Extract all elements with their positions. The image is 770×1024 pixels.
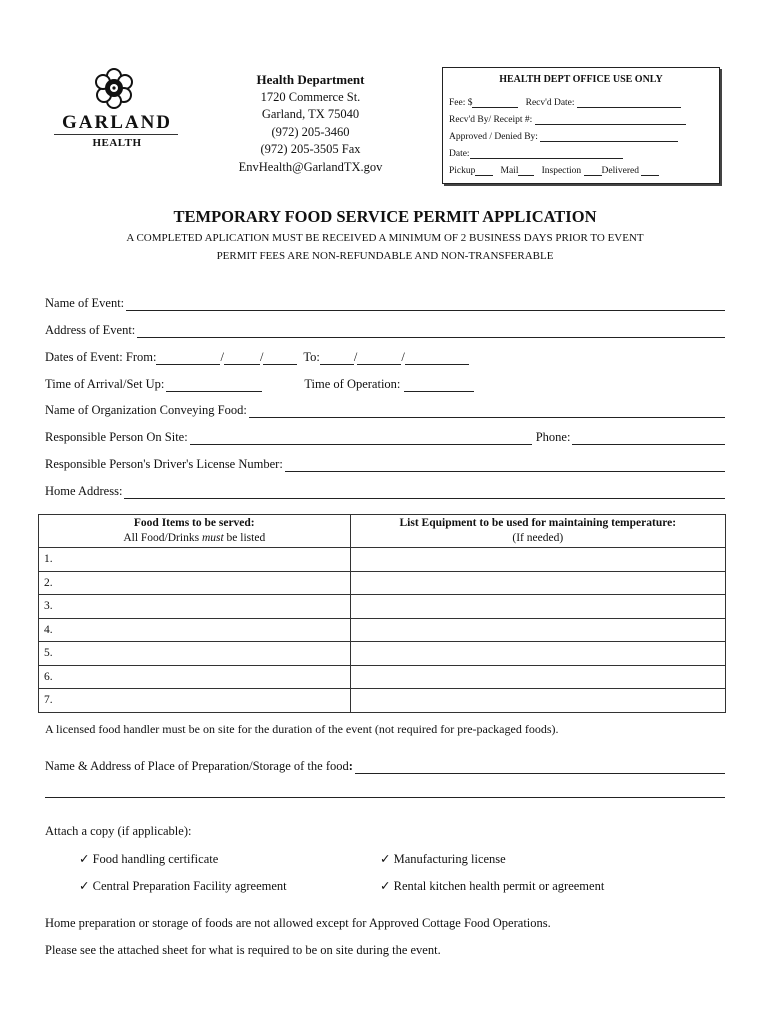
department-email: EnvHealth@GarlandTX.gov [238,159,383,174]
office-fee-label: Fee: $ [449,98,473,108]
table-row [39,689,726,713]
office-delivery-row [449,165,659,176]
dates-from-label: Dates of Event: From: [45,350,157,364]
must-emphasis: must [201,532,224,544]
office-approved-field[interactable] [540,131,678,142]
office-approved-label: Approved / Denied By: [449,132,538,142]
department-city: Garland, TX 75040 [261,107,360,121]
office-use-header: HEALTH DEPT OFFICE USE ONLY [499,74,663,85]
office-mail-label: Mail [500,166,519,176]
date-separator: / [259,350,264,364]
office-approved-row [449,131,678,142]
logo-wordmark: GARLAND [61,112,173,133]
table-row [39,665,726,689]
operation-label: Time of Operation: [304,377,401,391]
food-items-instruction-b: be listed [223,532,266,544]
office-use-box [442,67,720,184]
event-name-label: Name of Event: [45,296,125,310]
home-address-row [45,484,725,499]
operation-time-field[interactable] [404,379,474,392]
attachment-item [380,851,506,867]
equipment-instruction: (If needed) [512,532,564,544]
department-street: 1720 Commerce St. [260,89,361,104]
table-row [39,618,726,642]
office-date-label: Date: [449,149,470,159]
time-row [45,377,725,392]
logo-divider [54,134,178,135]
food-item-cell[interactable]: 5. [39,642,351,666]
office-recvd-date-label: Recv'd Date: [525,98,575,108]
arrival-label: Time of Arrival/Set Up: [45,377,165,391]
equipment-title: List Equipment to be used for maintaining temperature: [399,517,677,529]
food-items-title: Food Items to be served: [133,517,255,529]
office-date-row [449,148,623,159]
office-pickup-field[interactable] [475,165,493,176]
attachment-label: Central Preparation Facility agreement [92,879,287,893]
from-month-field[interactable] [156,352,220,365]
attachment-item [380,878,604,894]
department-title: Health Department [256,72,365,87]
from-year-field[interactable] [263,352,297,365]
checkmark-icon: ✓ [380,852,391,866]
checkmark-icon: ✓ [380,879,391,893]
organization-label: Name of Organization Conveying Food: [45,403,247,417]
department-fax: (972) 205-3505 Fax [260,142,361,156]
office-fee-row [449,97,681,108]
office-inspection-field[interactable] [584,165,602,176]
from-day-field[interactable] [224,352,260,365]
prep-label: Name & Address of Place of Preparation/Storage of the food [45,759,349,773]
attachment-item [79,878,287,894]
department-phone: (972) 205-3460 [271,124,350,139]
garland-logo-icon [93,67,135,109]
office-recvd-by-row [449,114,686,125]
event-dates-row [45,350,725,365]
home-address-label: Home Address: [45,484,123,498]
food-items-instruction-a: All Food/Drinks [123,532,202,544]
food-item-cell[interactable]: 3. [39,595,351,619]
office-date-field[interactable] [470,148,623,159]
to-day-field[interactable] [357,352,401,365]
prep-field-line-2[interactable] [45,797,725,798]
equipment-cell[interactable] [350,548,725,572]
phone-label: Phone: [535,430,571,444]
organization-field[interactable] [249,405,725,418]
event-name-field[interactable] [126,298,725,311]
responsible-field[interactable] [190,432,532,445]
office-mail-field[interactable] [518,165,534,176]
event-address-row [45,323,725,338]
office-inspection-label: Inspection [541,166,582,176]
to-year-field[interactable] [405,352,469,365]
food-item-cell[interactable]: 2. [39,571,351,595]
office-delivered-field[interactable] [641,165,659,176]
responsible-row [45,430,725,445]
checkmark-icon: ✓ [79,879,90,893]
department-contact [228,71,393,176]
equipment-header [350,515,725,548]
logo-subtitle: HEALTH [92,137,142,149]
office-fee-field[interactable] [472,97,518,108]
prep-colon: : [348,759,353,773]
food-item-cell[interactable]: 7. [39,689,351,713]
organization-row [45,403,725,418]
prep-field[interactable] [355,761,725,774]
event-name-row [45,296,725,311]
office-recvd-date-field[interactable] [577,97,681,108]
food-items-table [38,514,726,713]
attach-label: Attach a copy (if applicable): [45,824,192,838]
equipment-cell[interactable] [350,642,725,666]
date-separator: / [401,350,405,364]
office-pickup-label: Pickup [449,166,476,176]
equipment-cell[interactable] [350,665,725,689]
table-row [39,548,726,572]
event-address-field[interactable] [137,325,725,338]
food-items-instruction [39,531,350,546]
table-row [39,595,726,619]
office-recvd-by-label: Recv'd By/ Receipt #: [449,115,533,125]
food-item-cell[interactable]: 6. [39,665,351,689]
license-label: Responsible Person's Driver's License Number: [45,457,283,471]
license-row [45,457,725,472]
attached-sheet-note: Please see the attached sheet for what is required to be on site during the event. [45,943,441,957]
event-address-label: Address of Event: [45,323,136,337]
attachment-label: Food handling certificate [92,852,219,866]
page-title: TEMPORARY FOOD SERVICE PERMIT APPLICATION [173,207,597,226]
food-items-header [39,515,351,548]
responsible-label: Responsible Person On Site: [45,430,188,444]
equipment-cell[interactable] [350,595,725,619]
date-separator: / [353,350,358,364]
office-delivered-label: Delivered [601,166,639,176]
equipment-cell[interactable] [350,618,725,642]
equipment-cell[interactable] [350,571,725,595]
table-row [39,571,726,595]
deadline-notice: A COMPLETED APLICATION MUST BE RECEIVED A MINIMUM OF 2 BUSINESS DAYS PRIOR TO EVENT [126,232,644,244]
fee-notice: PERMIT FEES ARE NON-REFUNDABLE AND NON-TRANSFERABLE [216,250,554,262]
handler-note: A licensed food handler must be on site for the duration of the event (not required for pre-packaged foods). [45,722,559,736]
equipment-cell[interactable] [350,689,725,713]
prep-row [45,759,725,774]
arrival-time-field[interactable] [166,379,262,392]
table-row [39,642,726,666]
attachment-item [79,851,218,867]
home-address-field[interactable] [124,486,725,499]
food-item-cell[interactable]: 4. [39,618,351,642]
office-recvd-by-field[interactable] [535,114,686,125]
phone-field[interactable] [572,432,725,445]
date-separator: / [220,350,224,364]
cottage-food-note: Home preparation or storage of foods are not allowed except for Approved Cottage Food Operations. [45,916,551,930]
food-item-cell[interactable]: 1. [39,548,351,572]
license-field[interactable] [285,459,725,472]
checkmark-icon: ✓ [79,852,90,866]
attachment-label: Manufacturing license [393,852,506,866]
dates-to-label: To: [303,350,320,364]
to-month-field[interactable] [320,352,354,365]
attachment-label: Rental kitchen health permit or agreement [393,879,605,893]
